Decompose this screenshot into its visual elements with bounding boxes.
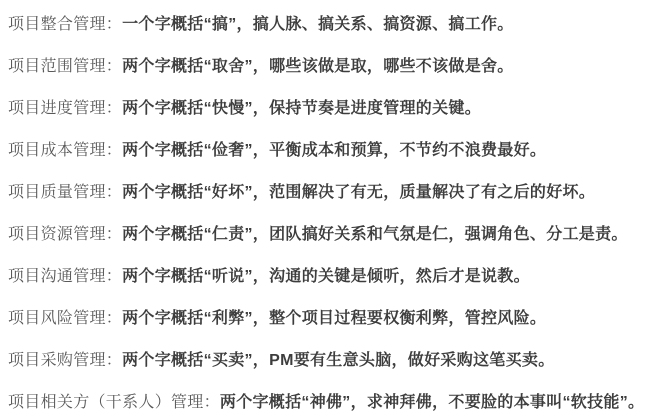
summary-text: 两个字概括“快慢”，保持节奏是进度管理的关键。 xyxy=(122,100,482,117)
summary-text: 两个字概括“仁责”，团队搞好关系和气氛是仁，强调角色、分工是责。 xyxy=(122,226,628,243)
category-label: 项目采购管理： xyxy=(8,352,123,369)
category-label: 项目整合管理： xyxy=(8,16,123,33)
management-line xyxy=(8,391,670,414)
summary-text: 两个字概括“神佛”，求神拜佛，不要脸的本事叫“软技能”。 xyxy=(219,394,645,411)
summary-text: 两个字概括“俭奢”，平衡成本和预算，不节约不浪费最好。 xyxy=(122,142,547,159)
summary-text: 两个字概括“好坏”，范围解决了有无，质量解决了有之后的好坏。 xyxy=(122,184,596,201)
category-label: 项目质量管理： xyxy=(8,184,123,201)
summary-text: 两个字概括“利弊”，整个项目过程要权衡利弊，管控风险。 xyxy=(122,310,547,327)
management-line xyxy=(8,223,670,246)
management-line xyxy=(8,181,670,204)
summary-text: 两个字概括“买卖”，PM要有生意头脑，做好采购这笔买卖。 xyxy=(122,352,555,369)
management-line xyxy=(8,349,670,372)
summary-text: 一个字概括“搞”，搞人脉、搞关系、搞资源、搞工作。 xyxy=(122,16,514,33)
category-label: 项目资源管理： xyxy=(8,226,123,243)
summary-text: 两个字概括“取舍”，哪些该做是取，哪些不该做是舍。 xyxy=(122,58,514,75)
management-line xyxy=(8,265,670,288)
management-line xyxy=(8,139,670,162)
category-label: 项目风险管理： xyxy=(8,310,123,327)
category-label: 项目成本管理： xyxy=(8,142,123,159)
summary-text: 两个字概括“听说”，沟通的关键是倾听，然后才是说教。 xyxy=(122,268,530,285)
category-label: 项目范围管理： xyxy=(8,58,123,75)
management-line xyxy=(8,13,670,36)
category-label: 项目相关方（干系人）管理： xyxy=(8,394,220,411)
management-line xyxy=(8,55,670,78)
management-line xyxy=(8,307,670,330)
category-label: 项目沟通管理： xyxy=(8,268,123,285)
management-line xyxy=(8,97,670,120)
category-label: 项目进度管理： xyxy=(8,100,123,117)
